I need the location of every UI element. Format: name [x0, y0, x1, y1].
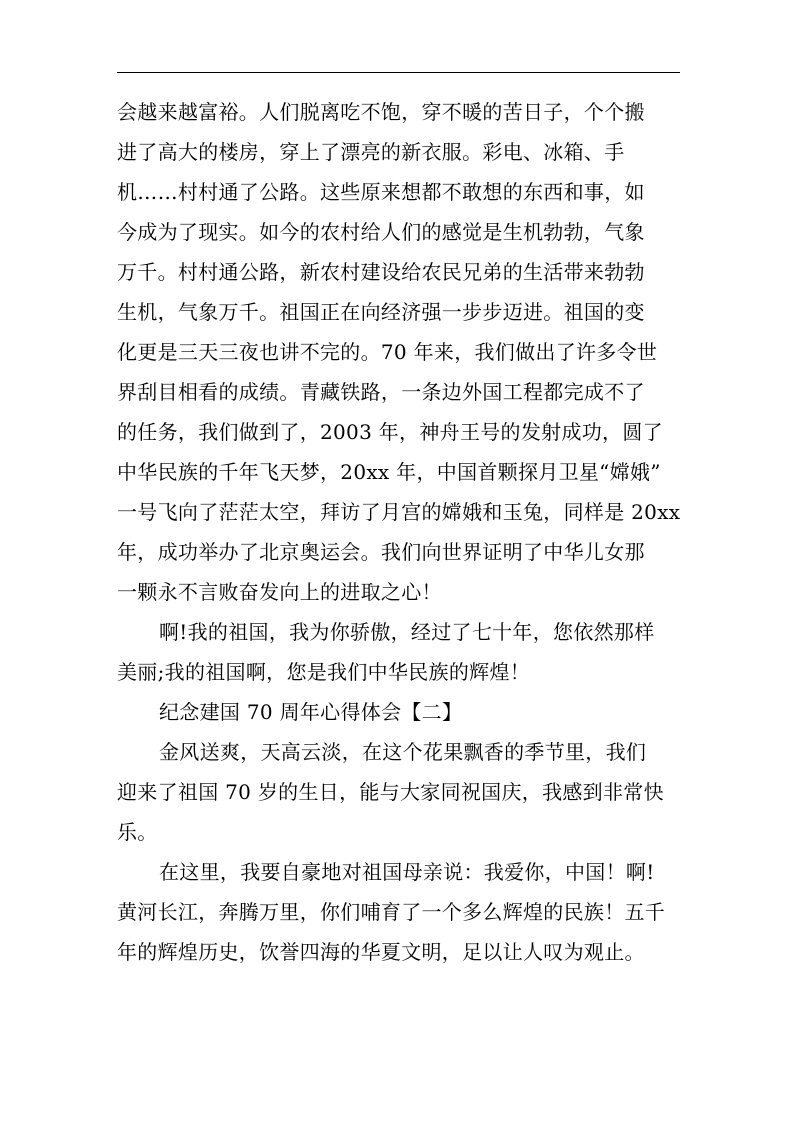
- text-line: 一号飞向了茫茫太空，拜访了月宫的嫦娥和玉兔，同样是 20xx: [117, 500, 681, 524]
- text-line: 机……村村通了公路。这些原来想都不敢想的东西和事，如: [117, 180, 645, 204]
- text-line: 的任务，我们做到了，2003 年，神舟王号的发射成功，圆了: [117, 420, 663, 444]
- text-line: 界刮目相看的成绩。青藏铁路，一条边外国工程都完成不了: [117, 380, 645, 404]
- text-line: 化更是三天三夜也讲不完的。70 年来，我们做出了许多令世: [117, 340, 658, 364]
- text-line: 进了高大的楼房，穿上了漂亮的新衣服。彩电、冰箱、手: [117, 140, 625, 164]
- paragraph-start: 啊!我的祖国，我为你骄傲，经过了七十年，您依然那样: [159, 620, 655, 644]
- paragraph-start: 在这里，我要自豪地对祖国母亲说：我爱你，中国！啊!: [159, 860, 655, 884]
- text-line: 迎来了祖国 70 岁的生日，能与大家同祝国庆，我感到非常快: [117, 780, 664, 804]
- header-rule: [117, 72, 680, 73]
- text-line: 今成为了现实。如今的农村给人们的感觉是生机勃勃，气象: [117, 220, 645, 244]
- paragraph-start: 金风送爽，天高云淡，在这个花果飘香的季节里，我们: [159, 740, 647, 764]
- text-line: 黄河长江，奔腾万里，你们哺育了一个多么辉煌的民族！五千: [117, 900, 666, 924]
- section-heading: 纪念建国 70 周年心得体会【二】: [159, 700, 463, 724]
- text-line: 万千。村村通公路，新农村建设给农民兄弟的生活带来勃勃: [117, 260, 645, 284]
- document-body: [117, 92, 680, 972]
- text-line: 美丽;我的祖国啊，您是我们中华民族的辉煌！: [117, 660, 531, 684]
- text-line: 年，成功举办了北京奥运会。我们向世界证明了中华儿女那: [117, 540, 645, 564]
- text-line: 年的辉煌历史，饮誉四海的华夏文明，足以让人叹为观止。: [117, 940, 645, 964]
- text-line: 中华民族的千年飞天梦，20xx 年，中国首颗探月卫星“嫦娥”: [117, 460, 661, 484]
- text-line: 会越来越富裕。人们脱离吃不饱，穿不暖的苦日子，个个搬: [117, 100, 645, 124]
- text-line: 生机，气象万千。祖国正在向经济强一步步迈进。祖国的变: [117, 300, 645, 324]
- text-line: 乐。: [117, 820, 158, 844]
- text-line: 一颗永不言败奋发向上的进取之心！: [117, 580, 442, 604]
